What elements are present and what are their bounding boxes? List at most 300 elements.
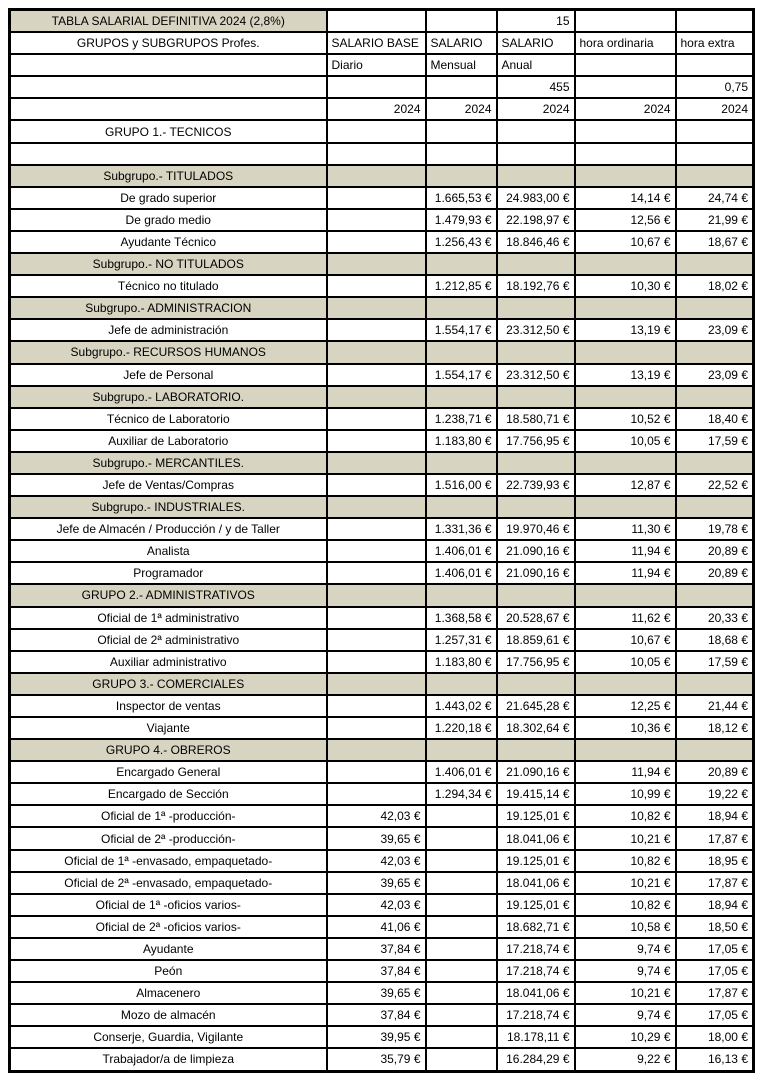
row-label-cell: Técnico de Laboratorio — [10, 408, 327, 430]
row-label-cell: Almacenero — [10, 982, 327, 1004]
hora-extra-cell: 18,00 € — [676, 1026, 754, 1048]
table-row-item — [10, 319, 754, 341]
hora-extra-cell: 17,05 € — [676, 960, 754, 982]
salario-mensual-cell: 1.406,01 € — [426, 562, 497, 584]
row-label-cell: Jefe de Personal — [10, 364, 327, 386]
hora-extra-cell: 18,40 € — [676, 408, 754, 430]
hora-ordinaria-cell: 13,19 € — [575, 319, 676, 341]
salario-base-diario-cell — [327, 474, 426, 496]
salario-mensual-cell: 1.443,02 € — [426, 695, 497, 717]
row-label-cell: Subgrupo.- INDUSTRIALES. — [10, 496, 327, 518]
hora-ordinaria-cell: 10,21 € — [575, 982, 676, 1004]
hora-ordinaria-cell — [575, 120, 676, 142]
salario-mensual-cell: 2024 — [426, 98, 497, 120]
row-label-cell: Jefe de Almacén / Producción / y de Taller — [10, 518, 327, 540]
salario-base-diario-cell — [327, 717, 426, 739]
salario-anual-cell: 23.312,50 € — [497, 319, 575, 341]
hora-extra-cell: 21,44 € — [676, 695, 754, 717]
table-row-item — [10, 629, 754, 651]
row-label-cell — [10, 54, 327, 76]
table-row-item — [10, 275, 754, 297]
table-row-item — [10, 872, 754, 894]
table-row-item — [10, 982, 754, 1004]
hora-ordinaria-cell: 9,22 € — [575, 1048, 676, 1071]
salario-mensual-cell: 1.220,18 € — [426, 717, 497, 739]
row-label-cell: Subgrupo.- MERCANTILES. — [10, 452, 327, 474]
salario-base-diario-cell — [327, 341, 426, 363]
salario-anual-cell: 22.198,97 € — [497, 209, 575, 231]
salario-mensual-cell: 1.183,80 € — [426, 430, 497, 452]
hora-ordinaria-cell: 10,05 € — [575, 651, 676, 673]
row-label-cell: Oficial de 2ª administrativo — [10, 629, 327, 651]
hora-ordinaria-cell: 2024 — [575, 98, 676, 120]
hora-extra-cell: hora extra — [676, 32, 754, 54]
hora-ordinaria-cell: hora ordinaria — [575, 32, 676, 54]
salario-base-diario-cell: 39,65 € — [327, 982, 426, 1004]
salario-anual-cell: 18.580,71 € — [497, 408, 575, 430]
salario-anual-cell — [497, 165, 575, 187]
salario-base-diario-cell — [327, 165, 426, 187]
salario-base-diario-cell — [327, 562, 426, 584]
hora-ordinaria-cell: 14,14 € — [575, 187, 676, 209]
row-label-cell — [10, 76, 327, 98]
row-label-cell: Oficial de 1ª administrativo — [10, 607, 327, 629]
row-label-cell: Oficial de 1ª -envasado, empaquetado- — [10, 850, 327, 872]
table-row-group — [10, 584, 754, 606]
salario-anual-cell: 17.218,74 € — [497, 1004, 575, 1026]
row-label-cell: TABLA SALARIAL DEFINITIVA 2024 (2,8%) — [10, 10, 327, 33]
table-row-group — [10, 386, 754, 408]
salario-anual-cell: 18.041,06 € — [497, 827, 575, 849]
row-label-cell: Inspector de ventas — [10, 695, 327, 717]
salario-anual-cell: 23.312,50 € — [497, 364, 575, 386]
salario-base-diario-cell — [327, 209, 426, 231]
hora-extra-cell: 20,89 € — [676, 562, 754, 584]
table-row-item — [10, 607, 754, 629]
salario-anual-cell: 18.682,71 € — [497, 916, 575, 938]
salario-mensual-cell: Mensual — [426, 54, 497, 76]
salario-mensual-cell: 1.294,34 € — [426, 783, 497, 805]
salario-anual-cell: 20.528,67 € — [497, 607, 575, 629]
hora-extra-cell: 23,09 € — [676, 364, 754, 386]
salario-anual-cell: 21.090,16 € — [497, 761, 575, 783]
table-row-group — [10, 253, 754, 275]
salario-mensual-cell — [426, 253, 497, 275]
hora-extra-cell — [676, 673, 754, 695]
table-row-item — [10, 960, 754, 982]
hora-extra-cell: 20,89 € — [676, 540, 754, 562]
salario-mensual-cell: 1.406,01 € — [426, 761, 497, 783]
salario-mensual-cell — [426, 673, 497, 695]
table-row-item — [10, 827, 754, 849]
hora-ordinaria-cell: 10,67 € — [575, 231, 676, 253]
row-label-cell: Jefe de administración — [10, 319, 327, 341]
table-row-item — [10, 805, 754, 827]
salario-anual-cell: 455 — [497, 76, 575, 98]
salario-mensual-cell — [426, 10, 497, 33]
salario-base-diario-cell — [327, 673, 426, 695]
row-label-cell: Ayudante Técnico — [10, 231, 327, 253]
salario-anual-cell: 18.192,76 € — [497, 275, 575, 297]
salario-mensual-cell — [426, 341, 497, 363]
hora-ordinaria-cell: 10,82 € — [575, 894, 676, 916]
salario-anual-cell: 22.739,93 € — [497, 474, 575, 496]
salario-base-diario-cell — [327, 408, 426, 430]
salario-mensual-cell — [426, 739, 497, 761]
row-label-cell: GRUPO 3.- COMERCIALES — [10, 673, 327, 695]
salario-base-diario-cell — [327, 364, 426, 386]
table-row-group — [10, 297, 754, 319]
salario-base-diario-cell — [327, 297, 426, 319]
salary-table-body — [10, 10, 754, 1072]
hora-extra-cell: 17,87 € — [676, 982, 754, 1004]
row-label-cell: GRUPO 4.- OBREROS — [10, 739, 327, 761]
salario-base-diario-cell: 42,03 € — [327, 850, 426, 872]
salario-mensual-cell: 1.256,43 € — [426, 231, 497, 253]
salario-anual-cell: 18.302,64 € — [497, 717, 575, 739]
hora-extra-cell — [676, 143, 754, 165]
hora-extra-cell: 24,74 € — [676, 187, 754, 209]
table-row-group — [10, 673, 754, 695]
hora-extra-cell: 18,67 € — [676, 231, 754, 253]
table-row-item — [10, 474, 754, 496]
hora-ordinaria-cell: 10,29 € — [575, 1026, 676, 1048]
hora-extra-cell — [676, 386, 754, 408]
salario-base-diario-cell: 42,03 € — [327, 894, 426, 916]
hora-extra-cell: 17,87 € — [676, 827, 754, 849]
salario-base-diario-cell — [327, 518, 426, 540]
hora-ordinaria-cell — [575, 76, 676, 98]
table-row-header — [10, 32, 754, 54]
hora-extra-cell: 18,94 € — [676, 894, 754, 916]
row-label-cell: Trabajador/a de limpieza — [10, 1048, 327, 1071]
salario-mensual-cell — [426, 120, 497, 142]
row-label-cell: Jefe de Ventas/Compras — [10, 474, 327, 496]
salario-base-diario-cell: 41,06 € — [327, 916, 426, 938]
row-label-cell: Conserje, Guardia, Vigilante — [10, 1026, 327, 1048]
hora-extra-cell: 19,22 € — [676, 783, 754, 805]
row-label-cell: GRUPO 2.- ADMINISTRATIVOS — [10, 584, 327, 606]
hora-ordinaria-cell: 10,82 € — [575, 805, 676, 827]
hora-ordinaria-cell: 9,74 € — [575, 1004, 676, 1026]
table-row-item — [10, 1026, 754, 1048]
table-row-item — [10, 938, 754, 960]
salario-base-diario-cell — [327, 386, 426, 408]
table-row-empty — [10, 143, 754, 165]
hora-ordinaria-cell — [575, 739, 676, 761]
row-label-cell: Peón — [10, 960, 327, 982]
salario-anual-cell — [497, 253, 575, 275]
hora-ordinaria-cell — [575, 584, 676, 606]
hora-extra-cell: 21,99 € — [676, 209, 754, 231]
salario-base-diario-cell: 37,84 € — [327, 1004, 426, 1026]
hora-extra-cell: 22,52 € — [676, 474, 754, 496]
salario-anual-cell: SALARIO — [497, 32, 575, 54]
salario-base-diario-cell: 39,65 € — [327, 872, 426, 894]
salario-base-diario-cell — [327, 540, 426, 562]
hora-extra-cell — [676, 10, 754, 33]
row-label-cell — [10, 143, 327, 165]
salario-anual-cell: 18.041,06 € — [497, 982, 575, 1004]
table-row-item — [10, 783, 754, 805]
salario-mensual-cell — [426, 1004, 497, 1026]
table-row-item — [10, 408, 754, 430]
table-row-nums — [10, 76, 754, 98]
row-label-cell: Analista — [10, 540, 327, 562]
hora-ordinaria-cell: 10,05 € — [575, 430, 676, 452]
hora-ordinaria-cell: 10,99 € — [575, 783, 676, 805]
salario-base-diario-cell — [327, 739, 426, 761]
table-row-item — [10, 894, 754, 916]
salario-base-diario-cell — [327, 496, 426, 518]
salario-mensual-cell — [426, 76, 497, 98]
salario-mensual-cell — [426, 872, 497, 894]
row-label-cell: Encargado General — [10, 761, 327, 783]
salario-base-diario-cell: 39,95 € — [327, 1026, 426, 1048]
salario-base-diario-cell — [327, 584, 426, 606]
salario-mensual-cell: 1.554,17 € — [426, 364, 497, 386]
row-label-cell — [10, 98, 327, 120]
hora-ordinaria-cell: 10,67 € — [575, 629, 676, 651]
salario-anual-cell — [497, 386, 575, 408]
hora-extra-cell — [676, 165, 754, 187]
row-label-cell: Subgrupo.- TITULADOS — [10, 165, 327, 187]
table-row-group — [10, 739, 754, 761]
salario-mensual-cell: 1.183,80 € — [426, 651, 497, 673]
hora-ordinaria-cell: 12,56 € — [575, 209, 676, 231]
salario-base-diario-cell: SALARIO BASE — [327, 32, 426, 54]
salario-base-diario-cell: 37,84 € — [327, 960, 426, 982]
salario-anual-cell: 17.756,95 € — [497, 430, 575, 452]
table-row-item — [10, 562, 754, 584]
salario-base-diario-cell — [327, 143, 426, 165]
salario-anual-cell: 2024 — [497, 98, 575, 120]
salario-anual-cell: 17.218,74 € — [497, 938, 575, 960]
salario-base-diario-cell: 35,79 € — [327, 1048, 426, 1071]
salario-base-diario-cell — [327, 430, 426, 452]
table-row-group — [10, 341, 754, 363]
salario-anual-cell: Anual — [497, 54, 575, 76]
salario-anual-cell: 19.415,14 € — [497, 783, 575, 805]
hora-ordinaria-cell: 13,19 € — [575, 364, 676, 386]
table-row-item — [10, 209, 754, 231]
salario-mensual-cell: 1.257,31 € — [426, 629, 497, 651]
hora-ordinaria-cell: 11,94 € — [575, 562, 676, 584]
salario-anual-cell: 16.284,29 € — [497, 1048, 575, 1071]
salario-base-diario-cell: Diario — [327, 54, 426, 76]
table-row-item — [10, 1048, 754, 1071]
row-label-cell: Programador — [10, 562, 327, 584]
hora-extra-cell: 19,78 € — [676, 518, 754, 540]
row-label-cell: Oficial de 1ª -oficios varios- — [10, 894, 327, 916]
salario-anual-cell: 18.846,46 € — [497, 231, 575, 253]
salario-base-diario-cell — [327, 651, 426, 673]
hora-ordinaria-cell: 12,87 € — [575, 474, 676, 496]
row-label-cell: Auxiliar administrativo — [10, 651, 327, 673]
salario-anual-cell: 18.041,06 € — [497, 872, 575, 894]
row-label-cell: Oficial de 2ª -producción- — [10, 827, 327, 849]
salario-base-diario-cell — [327, 187, 426, 209]
hora-ordinaria-cell: 11,94 € — [575, 761, 676, 783]
hora-extra-cell — [676, 120, 754, 142]
salario-mensual-cell: 1.516,00 € — [426, 474, 497, 496]
salario-mensual-cell — [426, 143, 497, 165]
salario-base-diario-cell — [327, 231, 426, 253]
salario-base-diario-cell — [327, 629, 426, 651]
salario-base-diario-cell: 42,03 € — [327, 805, 426, 827]
hora-extra-cell: 18,94 € — [676, 805, 754, 827]
salario-anual-cell: 21.645,28 € — [497, 695, 575, 717]
row-label-cell: De grado medio — [10, 209, 327, 231]
hora-extra-cell — [676, 54, 754, 76]
row-label-cell: Técnico no titulado — [10, 275, 327, 297]
row-label-cell: Subgrupo.- RECURSOS HUMANOS — [10, 341, 327, 363]
row-label-cell: Encargado de Sección — [10, 783, 327, 805]
salario-anual-cell — [497, 496, 575, 518]
hora-extra-cell: 18,12 € — [676, 717, 754, 739]
hora-ordinaria-cell: 10,21 € — [575, 827, 676, 849]
row-label-cell: Ayudante — [10, 938, 327, 960]
salario-mensual-cell — [426, 386, 497, 408]
salario-base-diario-cell — [327, 695, 426, 717]
row-label-cell: Subgrupo.- ADMINISTRACION — [10, 297, 327, 319]
salario-anual-cell: 19.125,01 € — [497, 850, 575, 872]
hora-extra-cell — [676, 452, 754, 474]
salario-anual-cell: 21.090,16 € — [497, 540, 575, 562]
hora-ordinaria-cell: 10,58 € — [575, 916, 676, 938]
table-row-item — [10, 761, 754, 783]
salario-mensual-cell — [426, 982, 497, 1004]
hora-ordinaria-cell: 11,94 € — [575, 540, 676, 562]
salario-mensual-cell — [426, 584, 497, 606]
hora-extra-cell: 18,50 € — [676, 916, 754, 938]
salario-base-diario-cell — [327, 10, 426, 33]
salario-mensual-cell — [426, 938, 497, 960]
row-label-cell: Oficial de 2ª -envasado, empaquetado- — [10, 872, 327, 894]
table-row-item — [10, 540, 754, 562]
table-row-group — [10, 496, 754, 518]
salario-base-diario-cell: 2024 — [327, 98, 426, 120]
salario-anual-cell: 19.125,01 € — [497, 805, 575, 827]
table-row-header — [10, 54, 754, 76]
hora-ordinaria-cell — [575, 452, 676, 474]
hora-extra-cell — [676, 496, 754, 518]
hora-ordinaria-cell — [575, 673, 676, 695]
row-label-cell: Auxiliar de Laboratorio — [10, 430, 327, 452]
salario-anual-cell — [497, 673, 575, 695]
table-row-item — [10, 364, 754, 386]
table-row-title — [10, 10, 754, 33]
hora-extra-cell — [676, 297, 754, 319]
salario-base-diario-cell — [327, 253, 426, 275]
salario-anual-cell: 17.756,95 € — [497, 651, 575, 673]
hora-ordinaria-cell: 10,52 € — [575, 408, 676, 430]
table-row-group — [10, 452, 754, 474]
hora-ordinaria-cell: 9,74 € — [575, 960, 676, 982]
table-row-item — [10, 518, 754, 540]
hora-extra-cell: 17,59 € — [676, 651, 754, 673]
salario-mensual-cell — [426, 496, 497, 518]
salario-anual-cell: 21.090,16 € — [497, 562, 575, 584]
hora-ordinaria-cell — [575, 253, 676, 275]
row-label-cell: De grado superior — [10, 187, 327, 209]
salario-base-diario-cell: 37,84 € — [327, 938, 426, 960]
table-row-item — [10, 1004, 754, 1026]
hora-extra-cell — [676, 584, 754, 606]
salario-mensual-cell — [426, 894, 497, 916]
salario-base-diario-cell — [327, 120, 426, 142]
table-row-group — [10, 165, 754, 187]
salario-anual-cell — [497, 341, 575, 363]
salario-base-diario-cell — [327, 452, 426, 474]
salario-anual-cell — [497, 452, 575, 474]
hora-extra-cell: 16,13 € — [676, 1048, 754, 1071]
hora-ordinaria-cell: 12,25 € — [575, 695, 676, 717]
hora-extra-cell: 17,05 € — [676, 1004, 754, 1026]
salario-anual-cell — [497, 297, 575, 319]
salario-base-diario-cell — [327, 761, 426, 783]
table-row-item — [10, 430, 754, 452]
salario-mensual-cell: 1.479,93 € — [426, 209, 497, 231]
salario-mensual-cell — [426, 960, 497, 982]
hora-ordinaria-cell — [575, 297, 676, 319]
salario-anual-cell: 19.125,01 € — [497, 894, 575, 916]
hora-ordinaria-cell — [575, 386, 676, 408]
hora-extra-cell: 2024 — [676, 98, 754, 120]
salario-anual-cell: 17.218,74 € — [497, 960, 575, 982]
salario-mensual-cell — [426, 827, 497, 849]
hora-ordinaria-cell — [575, 143, 676, 165]
hora-ordinaria-cell: 10,21 € — [575, 872, 676, 894]
table-row-item — [10, 231, 754, 253]
hora-ordinaria-cell: 10,30 € — [575, 275, 676, 297]
row-label-cell: GRUPO 1.- TECNICOS — [10, 120, 327, 142]
table-row-item — [10, 187, 754, 209]
salario-mensual-cell — [426, 805, 497, 827]
row-label-cell: Viajante — [10, 717, 327, 739]
hora-extra-cell: 17,05 € — [676, 938, 754, 960]
hora-ordinaria-cell — [575, 165, 676, 187]
hora-extra-cell — [676, 341, 754, 363]
hora-extra-cell: 0,75 — [676, 76, 754, 98]
table-row-item — [10, 651, 754, 673]
hora-extra-cell: 18,68 € — [676, 629, 754, 651]
hora-ordinaria-cell: 10,36 € — [575, 717, 676, 739]
table-row-groupwhite — [10, 120, 754, 142]
salario-mensual-cell: 1.665,53 € — [426, 187, 497, 209]
hora-extra-cell: 18,02 € — [676, 275, 754, 297]
salario-anual-cell: 15 — [497, 10, 575, 33]
salario-anual-cell: 24.983,00 € — [497, 187, 575, 209]
salario-mensual-cell: 1.212,85 € — [426, 275, 497, 297]
salario-anual-cell: 18.859,61 € — [497, 629, 575, 651]
hora-ordinaria-cell: 10,82 € — [575, 850, 676, 872]
salario-base-diario-cell — [327, 783, 426, 805]
salario-mensual-cell: 1.406,01 € — [426, 540, 497, 562]
hora-extra-cell — [676, 253, 754, 275]
salario-base-diario-cell — [327, 275, 426, 297]
table-row-nums — [10, 98, 754, 120]
hora-ordinaria-cell — [575, 496, 676, 518]
salario-base-diario-cell — [327, 607, 426, 629]
salario-mensual-cell — [426, 850, 497, 872]
hora-extra-cell: 17,59 € — [676, 430, 754, 452]
salario-mensual-cell — [426, 1026, 497, 1048]
salario-anual-cell: 19.970,46 € — [497, 518, 575, 540]
salario-mensual-cell: 1.368,58 € — [426, 607, 497, 629]
salario-mensual-cell: 1.554,17 € — [426, 319, 497, 341]
salario-mensual-cell — [426, 452, 497, 474]
